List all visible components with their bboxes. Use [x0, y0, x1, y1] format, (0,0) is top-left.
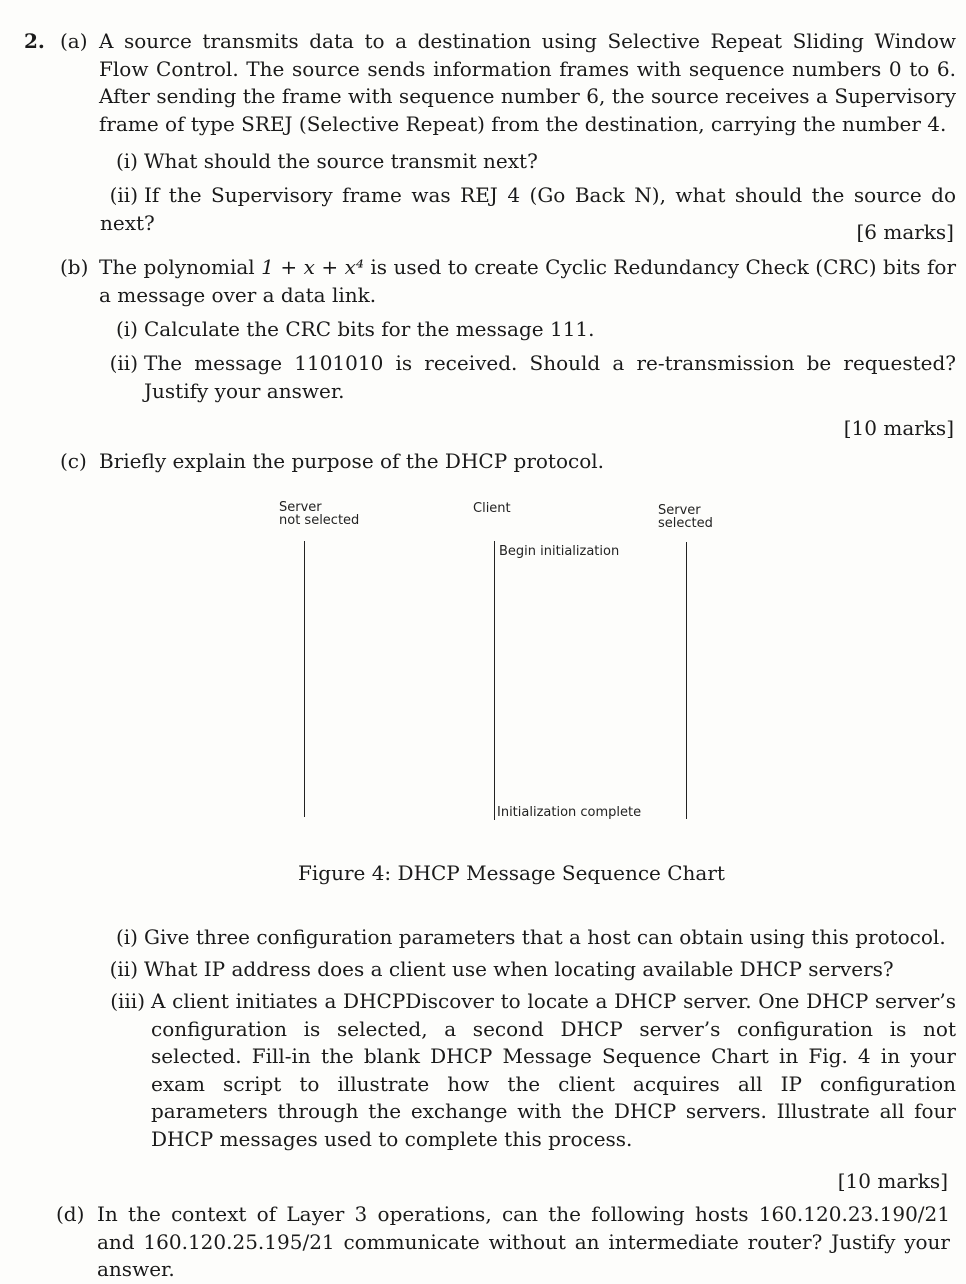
server-not-selected-lifeline: [304, 541, 305, 817]
part-c-ii: [100, 956, 956, 984]
part-c-label: (c): [60, 449, 87, 473]
part-b-text: [99, 254, 956, 309]
figure-caption: Figure 4: DHCP Message Sequence Chart: [298, 861, 725, 885]
part-b-text-before: The polynomial: [99, 255, 262, 279]
part-c-iii-label: (iii): [110, 989, 145, 1013]
initialization-complete-label: Initialization complete: [497, 805, 642, 820]
part-a-ii-label: (ii): [109, 183, 138, 207]
question-number: 2.: [24, 29, 45, 53]
part-b-ii-text: The message 1101010 is received. Should a re-transmission be requested? Justify your answer.: [144, 351, 956, 403]
part-b-text-after: is used to create Cyclic Redundancy Check (CRC) bits for a message over a data link.: [99, 255, 957, 307]
part-d-label: (d): [56, 1202, 85, 1226]
part-a-ii-text: If the Supervisory frame was REJ 4 (Go Back N), what should the source do next?: [100, 183, 956, 235]
server-selected-label: Server selected: [658, 503, 713, 531]
part-a-label: (a): [60, 29, 88, 53]
part-a-marks: [6 marks]: [856, 220, 954, 244]
part-a-i: [100, 148, 956, 176]
part-a-i-text: What should the source transmit next?: [144, 149, 538, 173]
part-c-text: Briefly explain the purpose of the DHCP protocol.: [99, 449, 604, 473]
server-selected-lifeline: [686, 542, 687, 819]
part-b-i-text: Calculate the CRC bits for the message 111.: [144, 317, 595, 341]
part-c-ii-label: (ii): [109, 957, 138, 981]
part-a-i-label: (i): [115, 149, 138, 173]
part-c-marks: [10 marks]: [837, 1169, 948, 1193]
part-c-i: [100, 924, 956, 952]
client-lifeline: [494, 541, 495, 820]
part-b-ii-label: (ii): [109, 351, 138, 375]
begin-initialization-label: Begin initialization: [499, 544, 620, 559]
client-label: Client: [473, 501, 511, 516]
server-not-selected-label: Server not selected: [279, 500, 360, 528]
part-c-i-label: (i): [115, 925, 138, 949]
part-a-text: A source transmits data to a destination using Selective Repeat Sliding Window Flow Control. The source sends information frames with sequence numbers 0 to 6. After sending the frame with sequence number 6, the source receives a Supervisory frame of type SREJ (Selective Repeat) from the destination, carrying the number 4.: [99, 29, 956, 136]
part-b-ii: [100, 350, 956, 405]
part-c-i-text: Give three configuration parameters that a host can obtain using this protocol.: [144, 925, 946, 949]
part-c-iii: [100, 988, 956, 1153]
part-c-iii-text: A client initiates a DHCPDiscover to locate a DHCP server. One DHCP server’s configuration is selected, a second DHCP server’s configuration is not selected. Fill-in the blank DHCP Message Sequence Chart in Fig. 4 in your exam script to illustrate how the client acquires all IP configuration parameters through the exchange with the DHCP servers. Illustrate all four DHCP messages used to complete this process.: [151, 989, 956, 1151]
crc-polynomial: 1 + x + x⁴: [261, 255, 364, 279]
part-d-text: In the context of Layer 3 operations, can the following hosts 160.120.23.190/21 and 160.120.25.195/21 communicate without an intermediate router? Justify your answer.: [97, 1202, 950, 1281]
part-b-i: [100, 316, 956, 344]
part-b-i-label: (i): [115, 317, 138, 341]
part-b-label: (b): [60, 255, 89, 279]
part-b-marks: [10 marks]: [843, 416, 954, 440]
part-c-ii-text: What IP address does a client use when locating available DHCP servers?: [144, 957, 894, 981]
part-a-ii: [100, 182, 956, 237]
